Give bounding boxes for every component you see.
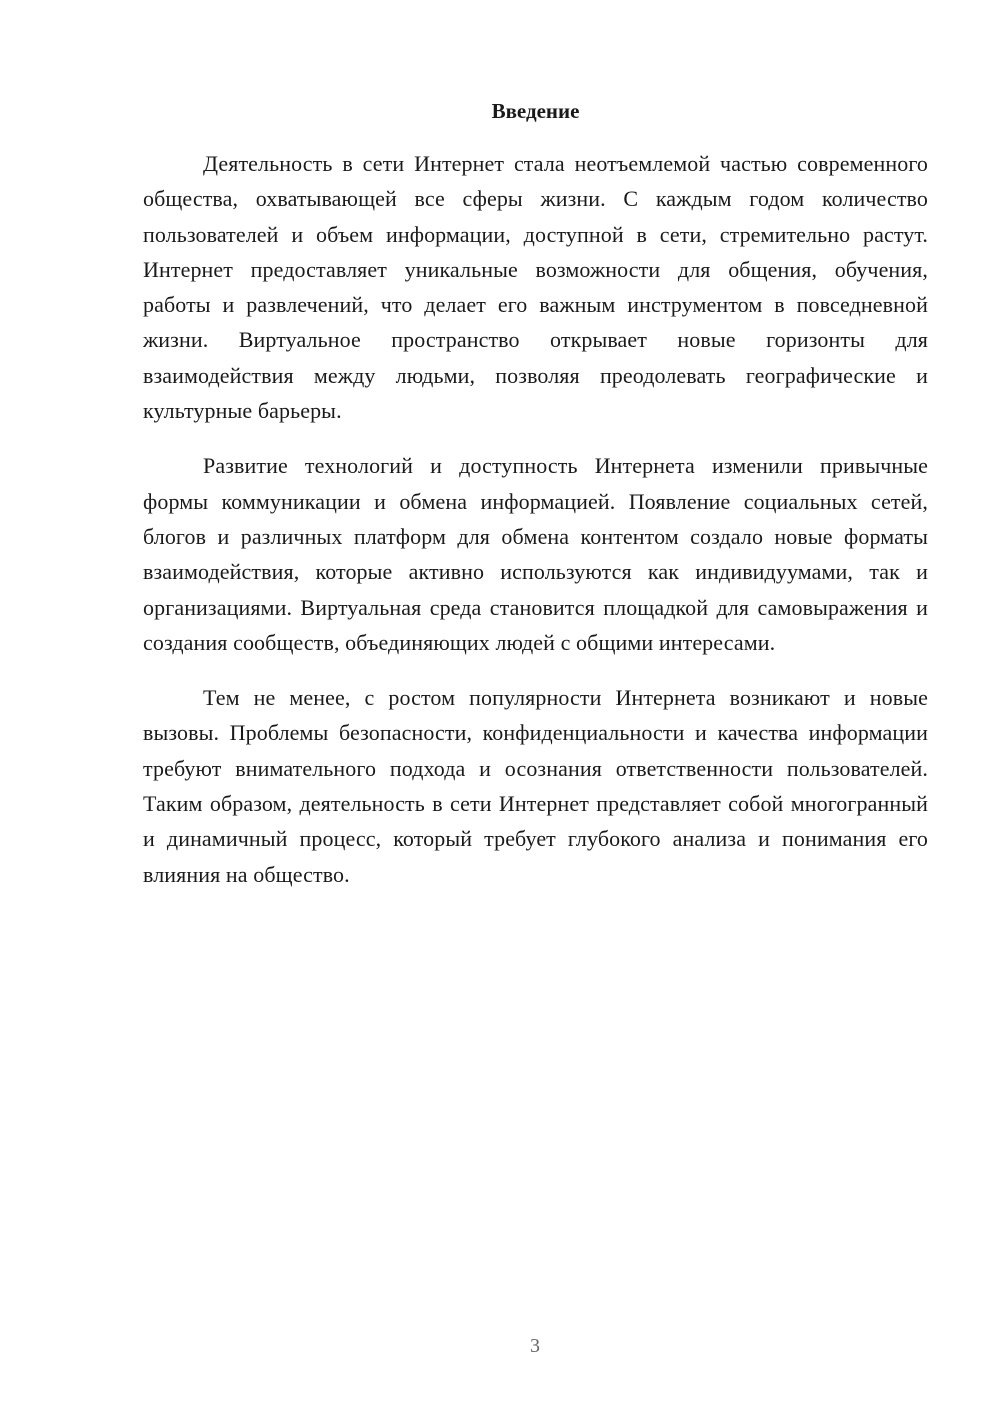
paragraph-3: Тем не менее, с ростом популярности Интернета возникают и новые вызовы. Проблемы безопасности, конфиденциальности и качества информации требуют внимательного подхода и осознания ответственности пользователей. Таким образом, деятельность в сети Интернет представляет собой многогранный и динамичный процесс, который требует глубокого анализа и понимания его влияния на общество. [143,685,928,887]
page-content [143,96,928,912]
paragraph-2: Развитие технологий и доступность Интернета изменили привычные формы коммуникации и обмена информацией. Появление социальных сетей, блогов и различных платформ для обмена контентом создало новые форматы взаимодействия, которые активно используются как индивидуумами, так и организациями. Виртуальная среда становится площадкой для самовыражения и создания сообществ, объединяющих людей с общими интересами. [143,453,928,655]
page-number: 3 [530,1335,540,1357]
section-heading: Введение [491,99,580,123]
paragraph-1: Деятельность в сети Интернет стала неотъемлемой частью современного общества, охватывающей все сферы жизни. С каждым годом количество пользователей и объем информации, доступной в сети, стремительно растут. Интернет предоставляет уникальные возможности для общения, обучения, работы и развлечений, что делает его важным инструментом в повседневной жизни. Виртуальное пространство открывает новые горизонты для взаимодействия между людьми, позволяя преодолевать географические и культурные барьеры. [143,151,928,424]
